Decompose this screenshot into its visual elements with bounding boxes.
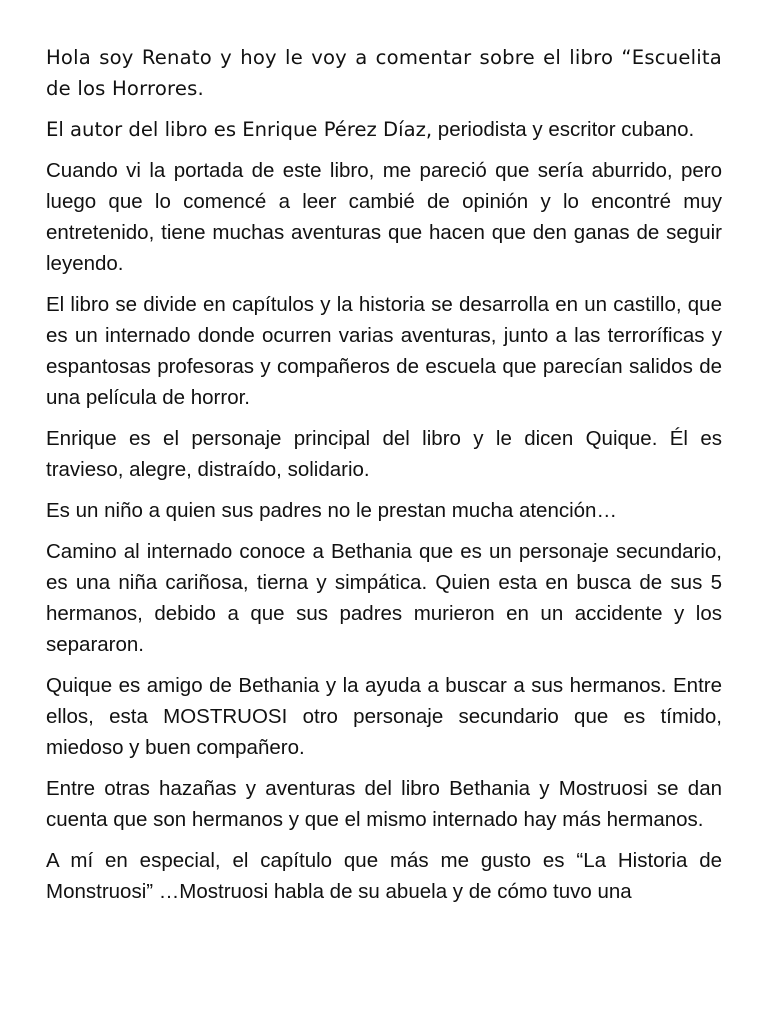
paragraph-mostruosi: Quique es amigo de Bethania y la ayuda a buscar a sus hermanos. Entre ellos, esta MOSTRUOSI otro personaje secundario que es tímido, miedoso y buen compañero. <box>46 674 722 759</box>
author-description: periodista y escritor cubano. <box>432 118 695 141</box>
paragraph-favorite-chapter: A mí en especial, el capítulo que más me gusto es “La Historia de Monstruosi” …Mostruosi habla de su abuela y de cómo tuvo una <box>46 849 722 903</box>
document-body <box>46 42 722 917</box>
paragraph-siblings: Entre otras hazañas y aventuras del libro Bethania y Mostruosi se dan cuenta que son hermanos y que el mismo internado hay más hermanos. <box>46 777 722 831</box>
paragraph-intro: Hola soy Renato y hoy le voy a comentar sobre el libro “Escuelita de los Horrores. <box>46 46 722 100</box>
paragraph-parents: Es un niño a quien sus padres no le prestan mucha atención… <box>46 499 617 522</box>
paragraph-bethania: Camino al internado conoce a Bethania que es un personaje secundario, es una niña cariñosa, tierna y simpática. Quien esta en busca de sus 5 hermanos, debido a que sus padres murieron en un accidente y los separaron. <box>46 540 722 656</box>
paragraph-first-impression: Cuando vi la portada de este libro, me pareció que sería aburrido, pero luego que lo comencé a leer cambié de opinión y lo encontré muy entretenido, tiene muchas aventuras que hacen que den ganas de seguir leyendo. <box>46 159 722 275</box>
paragraph-author <box>46 114 722 145</box>
author-sentence: El autor del libro es Enrique Pérez Díaz, <box>46 118 433 141</box>
paragraph-setting: El libro se divide en capítulos y la historia se desarrolla en un castillo, que es un internado donde ocurren varias aventuras, junto a las terroríficas y espantosas profesoras y compañeros de escuela que parecían salidos de una película de horror. <box>46 293 722 409</box>
paragraph-main-character: Enrique es el personaje principal del libro y le dicen Quique. Él es travieso, alegre, distraído, solidario. <box>46 427 722 481</box>
